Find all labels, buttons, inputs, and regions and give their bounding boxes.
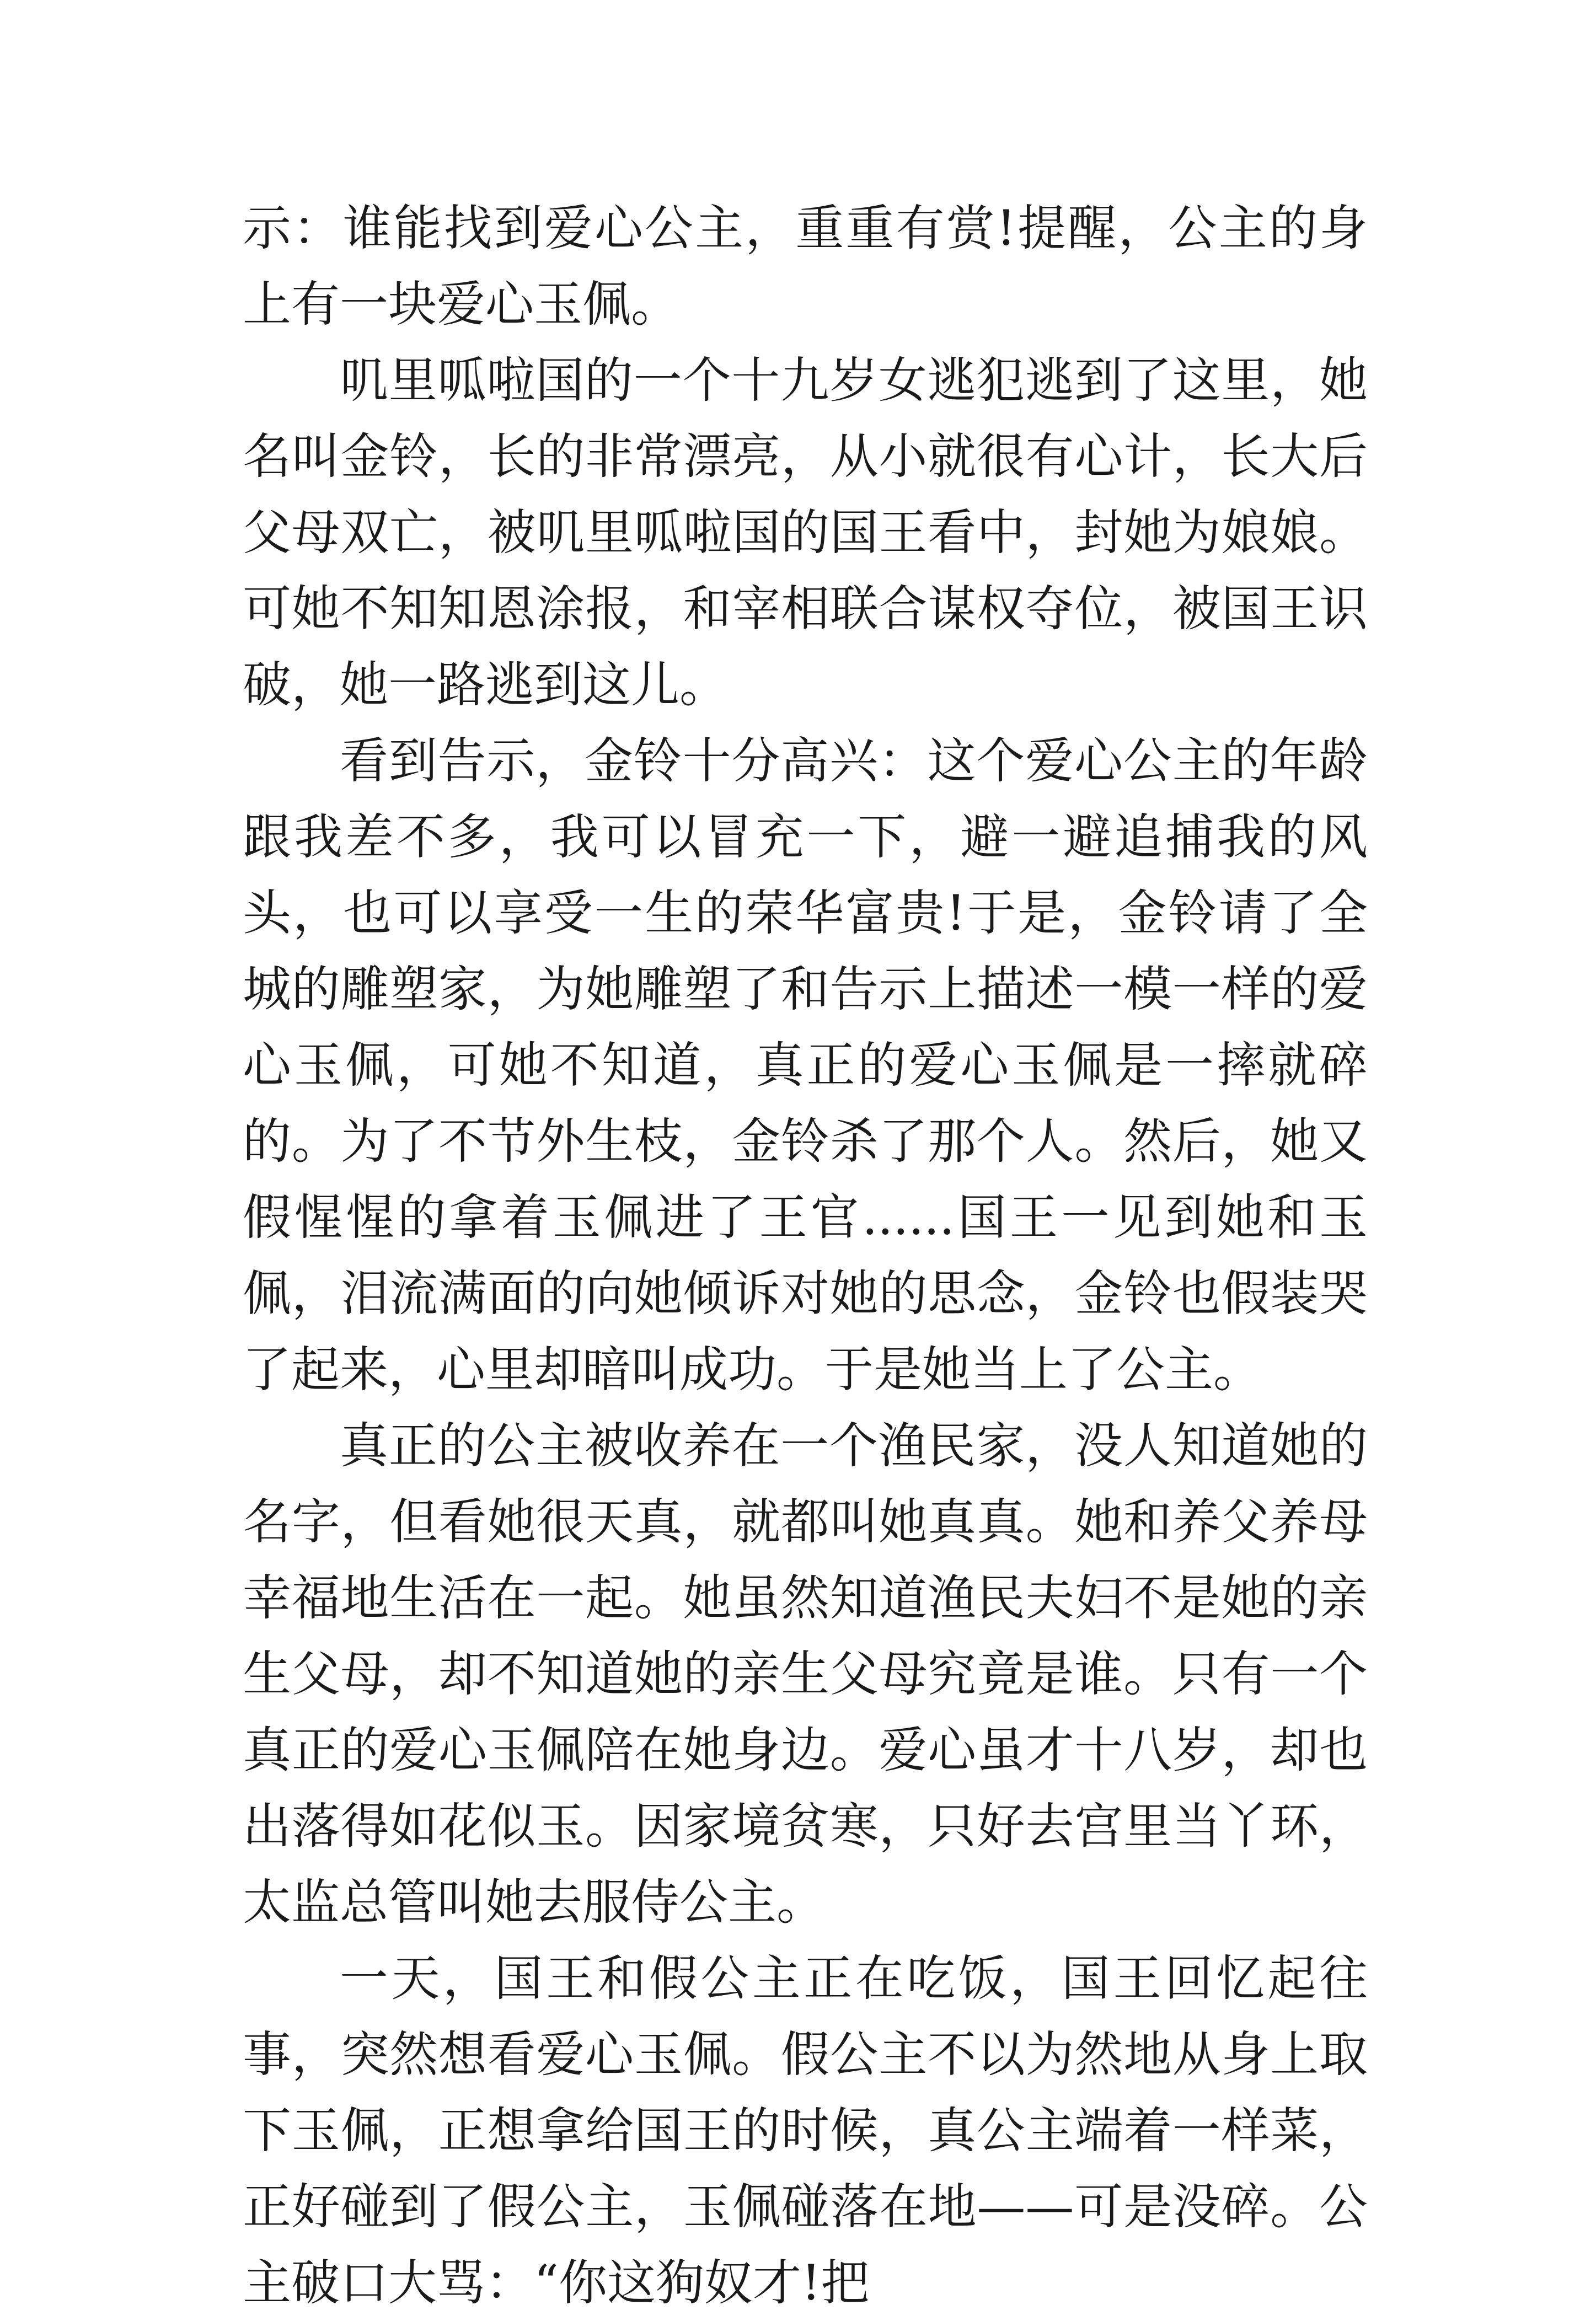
document-page: [243, 190, 1368, 2321]
paragraph-2: 叽里呱啦国的一个十九岁女逃犯逃到了这里，她名叫金铃，长的非常漂亮，从小就很有心计，长大后父母双亡，被叽里呱啦国的国王看中，封她为娘娘。可她不知知恩涂报，和宰相联合谋权夺位，被国王识破，她一路逃到这儿。: [243, 352, 1368, 713]
paragraph-4: 真正的公主被收养在一个渔民家，没人知道她的名字，但看她很天真，就都叫她真真。她和养父养母幸福地生活在一起。她虽然知道渔民夫妇不是她的亲生父母，却不知道她的亲生父母究竟是谁。只有一个真正的爱心玉佩陪在她身边。爱心虽才十八岁，却也出落得如花似玉。因家境贫寒，只好去宫里当丫环，太监总管叫她去服侍公主。: [243, 1417, 1368, 1931]
paragraph-5: 一天，国王和假公主正在吃饭，国王回忆起往事，突然想看爱心玉佩。假公主不以为然地从身上取下玉佩，正想拿给国王的时候，真公主端着一样菜，正好碰到了假公主，玉佩碰落在地——可是没碎。公主破口大骂：“你这狗奴才!把: [243, 1950, 1368, 2311]
paragraph-3: 看到告示，金铃十分高兴：这个爱心公主的年龄跟我差不多，我可以冒充一下，避一避追捕我的风头，也可以享受一生的荣华富贵!于是，金铃请了全城的雕塑家，为她雕塑了和告示上描述一模一样的爱心玉佩，可她不知道，真正的爱心玉佩是一摔就碎的。为了不节外生枝，金铃杀了那个人。然后，她又假惺惺的拿着玉佩进了王官......国王一见到她和玉佩，泪流满面的向她倾诉对她的思念，金铃也假装哭了起来，心里却暗叫成功。于是她当上了公主。: [243, 732, 1368, 1398]
paragraph-1: 示：谁能找到爱心公主，重重有赏!提醒，公主的身上有一块爱心玉佩。: [243, 200, 1368, 333]
